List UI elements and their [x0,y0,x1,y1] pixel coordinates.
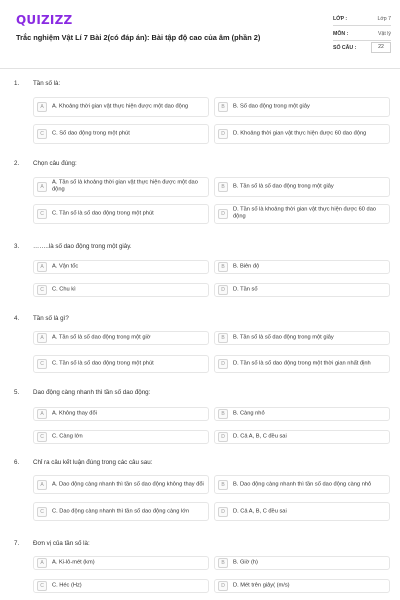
answer-option-d[interactable] [214,124,390,144]
answer-option-d[interactable] [214,283,390,297]
answer-option-d[interactable] [214,355,390,373]
answer-option-c[interactable] [33,355,209,373]
option-letter-badge: A [37,409,47,419]
option-text: B. Biên độ [233,263,260,270]
question-number: 6. [14,459,20,466]
option-letter-badge: D [218,129,228,139]
option-text: A. Khoảng thời gian vật thực hiện được một dao động [52,103,189,110]
option-letter-badge: A [37,182,47,192]
question-text: Chọn câu đúng: [33,160,77,167]
answer-option-c[interactable] [33,430,209,444]
option-letter-badge: B [218,262,228,272]
meta-divider [333,25,391,26]
answer-option-b[interactable] [214,475,390,494]
answer-option-d[interactable] [214,430,390,444]
option-text: A. Tần số là khoảng thời gian vật thực hiện được một dao động [52,179,198,193]
option-text: B. Tần số là số dao động trong một giây [233,183,334,190]
option-text: C. Tần số là số dao động trong một phút [52,210,154,217]
answer-option-b[interactable] [214,331,390,345]
answer-option-a[interactable] [33,177,209,197]
option-text: D. Tần số là khoảng thời gian vật thực hiện được 60 dao động [233,206,377,220]
question-number: 2. [14,160,20,167]
option-letter-badge: D [218,581,228,591]
option-letter-badge: C [37,432,47,442]
option-text: B. Số dao động trong một giây [233,103,310,110]
worksheet-header [0,0,400,68]
option-letter-badge: C [37,285,47,295]
option-letter-badge: B [218,182,228,192]
question-text: Đơn vị của tần số là: [33,540,90,547]
answer-option-b[interactable] [214,177,390,197]
question-number: 7. [14,540,20,547]
option-text: D. Cả A, B, C đều sai [233,433,287,440]
option-letter-badge: A [37,262,47,272]
question-text: Tần số là: [33,80,61,87]
answer-option-a[interactable] [33,407,209,421]
option-letter-badge: A [37,480,47,490]
question-text: Tần số là gì? [33,315,69,322]
option-text: A. Tần số là số dao động trong một giờ [52,334,151,341]
option-text: D. Tần số [233,286,258,293]
question-number: 1. [14,80,20,87]
answer-option-b[interactable] [214,556,390,570]
option-letter-badge: D [218,285,228,295]
option-letter-badge: B [218,480,228,490]
class-label: LỚP : [333,16,348,22]
answer-option-c[interactable] [33,579,209,593]
answer-option-b[interactable] [214,407,390,421]
option-letter-badge: B [218,409,228,419]
option-text: D. Cả A, B, C đều sai [233,507,287,514]
answer-option-a[interactable] [33,556,209,570]
answer-option-a[interactable] [33,260,209,274]
count-label: SỐ CÂU : [333,45,357,51]
quizizz-logo: QUIZIZZ [16,13,73,27]
answer-option-c[interactable] [33,283,209,297]
answer-option-a[interactable] [33,331,209,345]
question-number: 5. [14,389,20,396]
option-text: C. Tần số là số dao động trong một phút [52,360,154,367]
class-value: Lớp 7 [377,16,391,22]
meta-divider [333,40,391,41]
option-text: B. Giờ (h) [233,559,258,566]
option-letter-badge: D [218,359,228,369]
option-letter-badge: B [218,102,228,112]
option-text: B. Càng nhỏ [233,410,265,417]
answer-option-c[interactable] [33,124,209,144]
option-letter-badge: B [218,558,228,568]
option-letter-badge: A [37,558,47,568]
option-letter-badge: C [37,129,47,139]
option-letter-badge: C [37,359,47,369]
option-text: A. Vận tốc [52,263,79,270]
option-text: C. Càng lớn [52,433,83,440]
option-letter-badge: A [37,102,47,112]
subject-value: Vật lý [378,31,391,37]
question-number: 3. [14,243,20,250]
answer-option-b[interactable] [214,97,390,117]
option-letter-badge: A [37,333,47,343]
option-letter-badge: C [37,581,47,591]
option-text: C. Số dao động trong một phút [52,130,130,137]
question-number: 4. [14,315,20,322]
option-text: B. Tần số là số dao động trong một giây [233,334,334,341]
answer-option-a[interactable] [33,475,209,494]
option-letter-badge: D [218,507,228,517]
option-letter-badge: B [218,333,228,343]
question-text: Dao động càng nhanh thì tần số dao động: [33,389,151,396]
answer-option-a[interactable] [33,97,209,117]
option-text: A. Dao động càng nhanh thì tần số dao động không thay đổi [52,480,204,487]
question-text: ……..là số dao động trong một giây. [33,243,132,250]
option-text: C. Chu kì [52,286,76,293]
option-text: A. Không thay đổi [52,410,97,417]
option-letter-badge: D [218,432,228,442]
option-letter-badge: C [37,507,47,517]
option-text: D. Khoảng thời gian vật thực hiện được 60 dao động [233,130,367,137]
answer-option-d[interactable] [214,204,390,224]
question-text: Chỉ ra câu kết luận đúng trong các câu sau: [33,459,153,466]
subject-label: MÔN : [333,31,349,37]
option-letter-badge: D [218,209,228,219]
option-text: C. Dao động càng nhanh thì tần số dao động càng lớn [52,507,190,514]
question-count: 22 [371,42,391,53]
answer-option-d[interactable] [214,579,390,593]
option-text: A. Ki-lô-mét (km) [52,559,95,566]
option-text: D. Mét trên giây( (m/s) [233,582,290,589]
answer-option-c[interactable] [33,204,209,224]
worksheet-title: Trắc nghiệm Vật Lí 7 Bài 2(có đáp án): Bài tập độ cao của âm (phần 2) [16,33,261,42]
option-text: D. Tần số là số dao động trong một thời gian nhất định [233,360,371,367]
option-letter-badge: C [37,209,47,219]
answer-option-c[interactable] [33,502,209,521]
answer-option-b[interactable] [214,260,390,274]
header-divider [0,68,400,69]
answer-option-d[interactable] [214,502,390,521]
option-text: B. Dao động càng nhanh thì tần số dao động càng nhỏ [233,480,372,487]
option-text: C. Héc (Hz) [52,582,82,589]
